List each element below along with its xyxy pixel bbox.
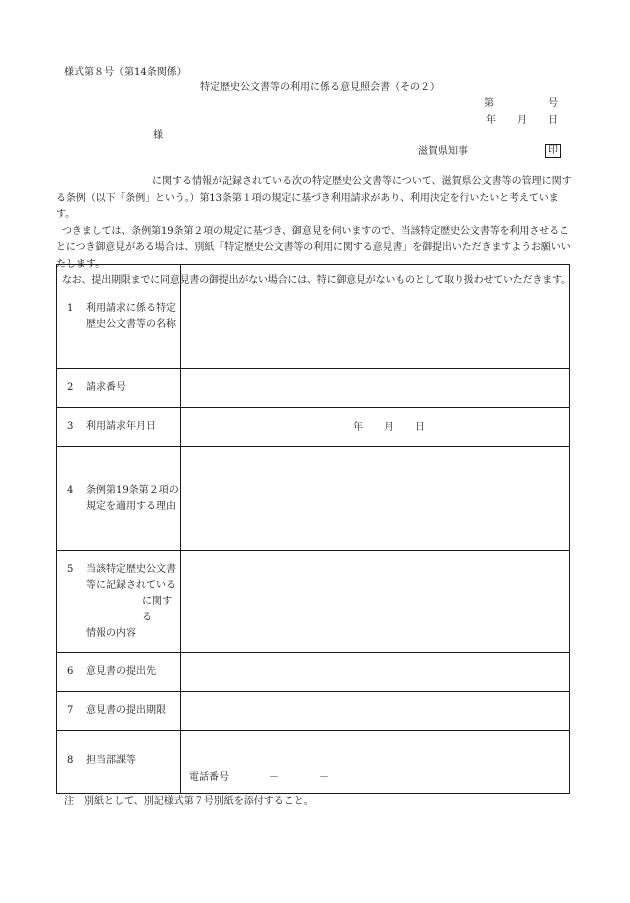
- table-row: [57, 653, 570, 692]
- request-year: 年: [353, 422, 363, 433]
- row4-value[interactable]: [181, 447, 570, 551]
- row3-label: 3 利用請求年月日: [57, 408, 181, 447]
- request-month: 月: [384, 422, 394, 433]
- phone-label: 電話番号: [189, 772, 229, 783]
- form-number: 様式第８号（第14条関係）: [64, 67, 187, 78]
- row3-value[interactable]: [181, 408, 570, 447]
- table-row: [57, 408, 570, 447]
- row5-value[interactable]: [181, 551, 570, 653]
- table-row: [57, 731, 570, 794]
- row8-label: 8 担当部課等: [57, 731, 181, 794]
- footer-note: 注 別紙として、別記様式第７号別紙を添付すること。: [64, 796, 314, 807]
- row7-value[interactable]: [181, 692, 570, 731]
- row1-value[interactable]: [181, 265, 570, 369]
- table-row: [57, 265, 570, 369]
- row6-label: 6 意見書の提出先: [57, 653, 181, 692]
- row4-label: 4 条例第19条第２項の 規定を適用する理由: [57, 447, 181, 551]
- row2-value[interactable]: [181, 369, 570, 408]
- page-title: 特定歴史公文書等の利用に係る意見照会書（その２）: [200, 82, 440, 93]
- para2-line2: とにつき御意見がある場合は、別紙「特定歴史公文書等の利用に関する意見書」を御提出いただきますようお願いい: [56, 242, 571, 253]
- row1-label: 1 利用請求に係る特定 歴史公文書等の名称: [57, 265, 181, 369]
- row8-value[interactable]: [181, 731, 570, 794]
- sender-name: 滋賀県知事: [418, 146, 468, 157]
- row2-label: 2 請求番号: [57, 369, 181, 408]
- table-row: [57, 551, 570, 653]
- row5-label: 5 当該特定歴史公文書 等に記録されている に関する 情報の内容: [57, 551, 181, 653]
- para1-line2: る条例（以下「条例」という。）第13条第１項の規定に基づき利用請求があり、利用決定を行いたいと考えています。: [56, 192, 559, 220]
- row7-label: 7 意見書の提出期限: [57, 692, 181, 731]
- para1-line1: に関する情報が記録されている次の特定歴史公文書等について、滋賀県公文書等の管理に関す: [152, 176, 572, 187]
- table-row: [57, 692, 570, 731]
- date-day: 日: [548, 115, 558, 126]
- row6-value[interactable]: [181, 653, 570, 692]
- seal-stamp: 印: [545, 144, 561, 158]
- doc-number-prefix: 第: [484, 98, 494, 109]
- para2-line3: たします。: [56, 258, 106, 270]
- para3: なお、提出期限までに同意見書の御提出がない場合には、特に御意見がないものとして取り扱わせていただきます。: [62, 275, 571, 286]
- table-row: [57, 369, 570, 408]
- table-row: [57, 447, 570, 551]
- date-month: 月: [517, 115, 527, 126]
- para2-line1: つきましては、条例第19条第２項の規定に基づき、御意見を伺いますので、当該特定歴史公文書等を利用させるこ: [62, 225, 569, 237]
- request-day: 日: [415, 422, 425, 433]
- addressee-suffix: 様: [153, 130, 163, 141]
- date-year: 年: [486, 115, 496, 126]
- doc-number-suffix: 号: [548, 98, 558, 109]
- info-table: [56, 264, 570, 794]
- phone-dash-2: －: [319, 772, 329, 783]
- phone-dash-1: －: [269, 772, 279, 783]
